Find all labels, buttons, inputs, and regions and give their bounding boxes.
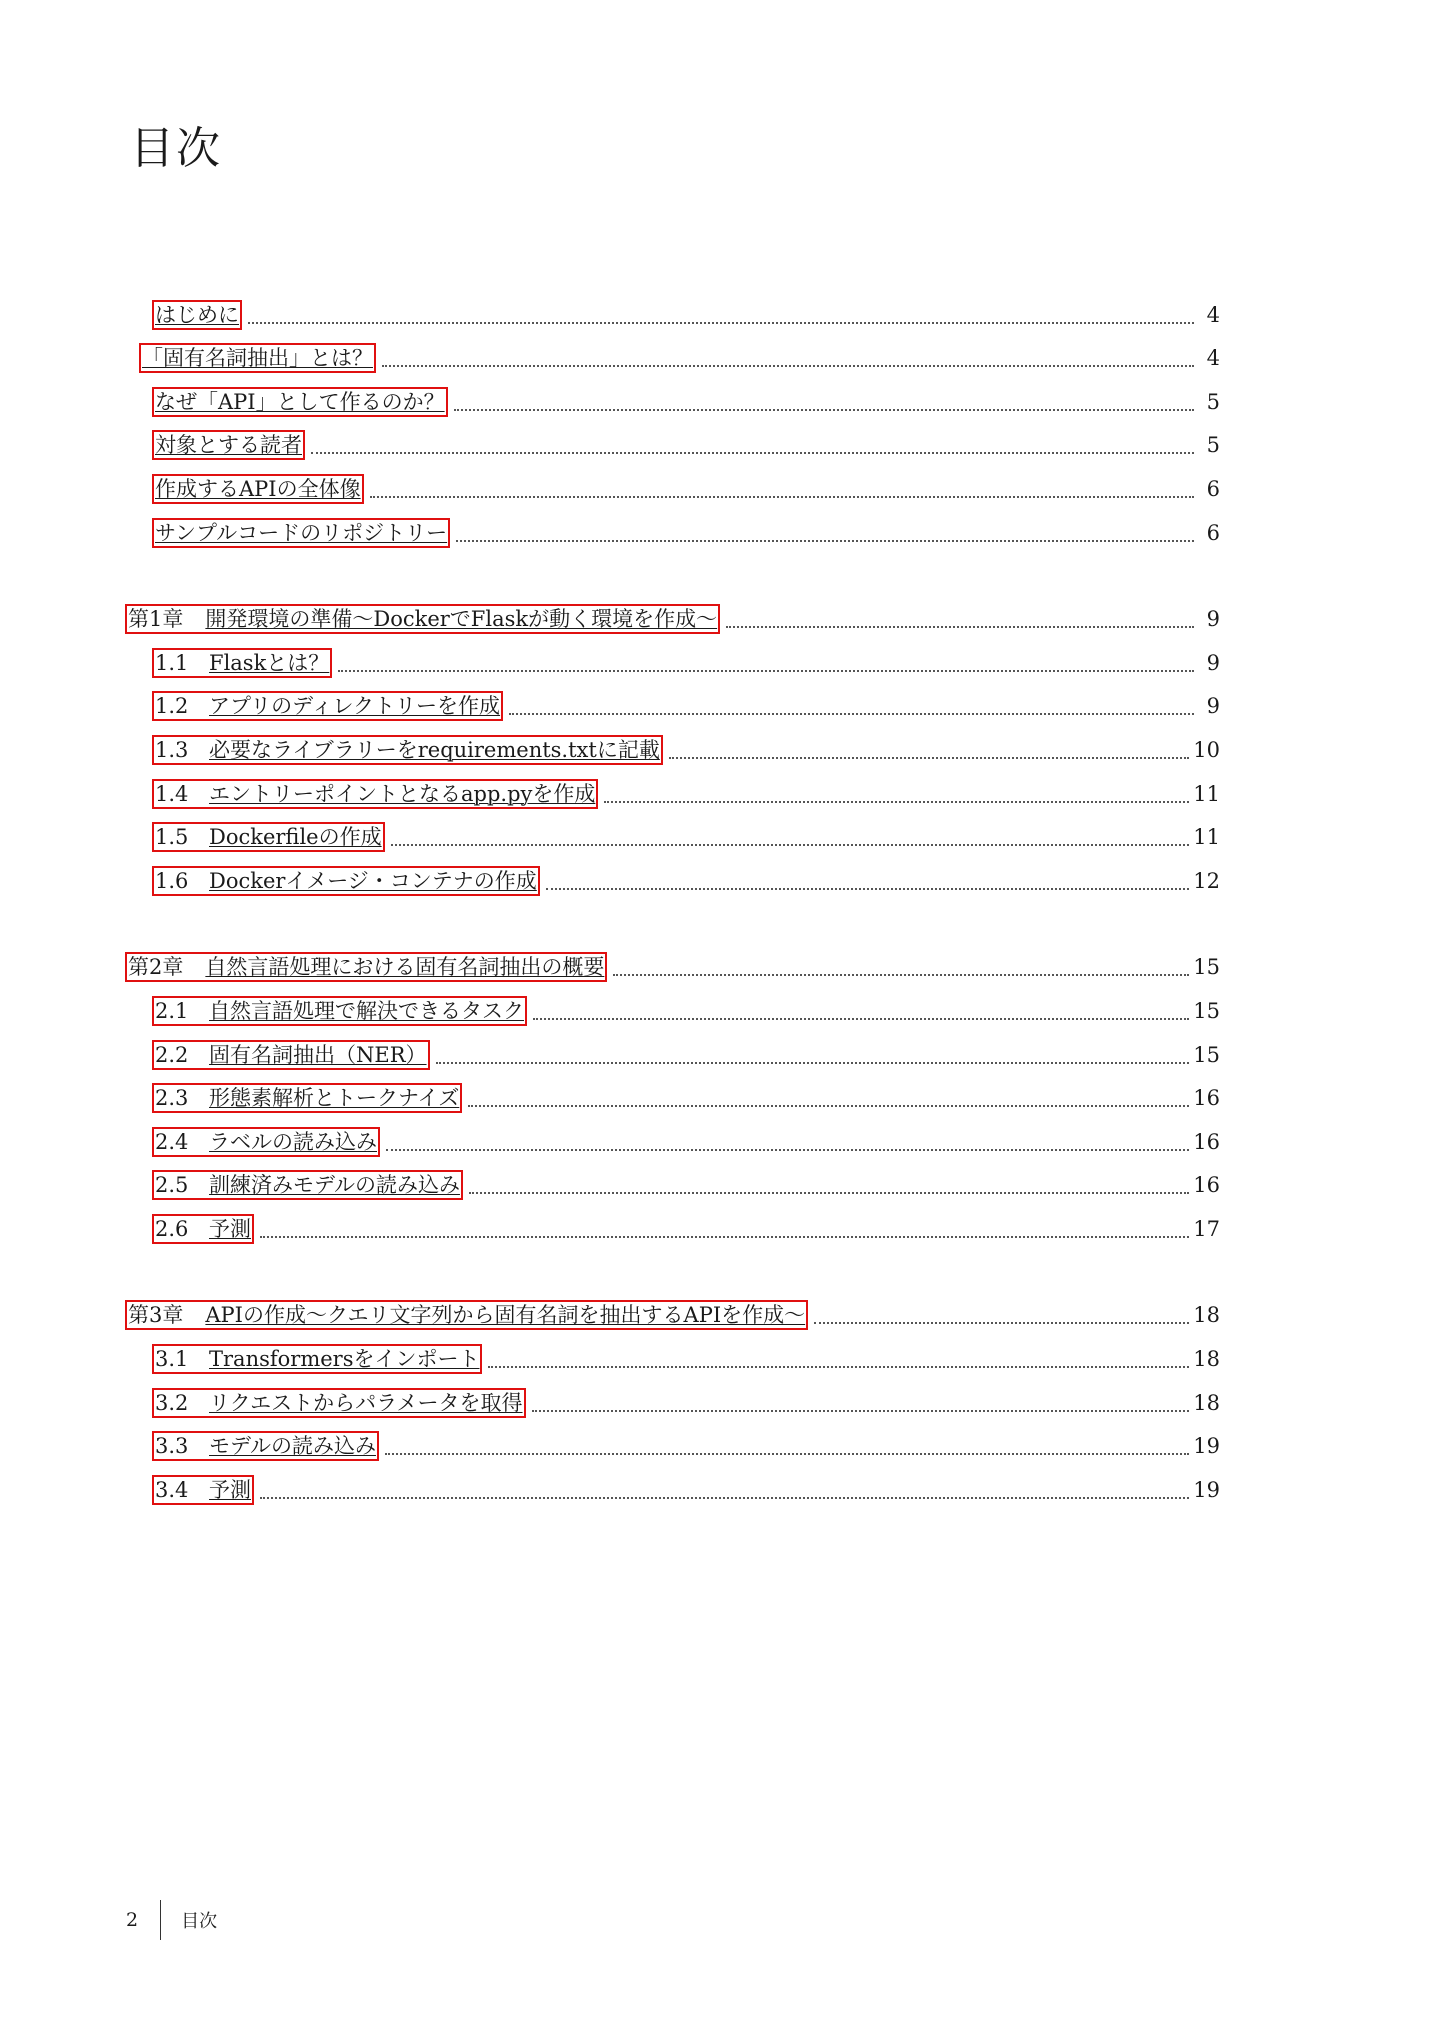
toc-page-number: 15 [1193, 998, 1220, 1023]
section-number: 2.3 [155, 1086, 189, 1111]
dot-leader [370, 495, 1194, 498]
dot-leader [726, 625, 1194, 628]
toc-entry [152, 1374, 1220, 1418]
toc-page-number: 18 [1193, 1390, 1220, 1415]
toc-chapter [125, 1287, 1220, 1331]
toc-entry [152, 1070, 1220, 1114]
toc-link-what-is-ner[interactable] [139, 343, 376, 373]
toc-page-number: 4 [1206, 346, 1220, 371]
toc-entry-title: 対象とする読者 [155, 433, 302, 458]
toc-link-why-api[interactable] [152, 387, 448, 417]
dot-leader [488, 1365, 1189, 1368]
toc-page-number: 9 [1206, 607, 1220, 632]
toc-entry [152, 678, 1220, 722]
toc-link-section-1-5[interactable] [152, 822, 385, 852]
dot-leader [260, 1496, 1189, 1499]
section-title: モデルの読み込み [209, 1434, 376, 1459]
toc-entry [152, 982, 1220, 1026]
toc-link-chapter-1[interactable] [125, 604, 720, 634]
dot-leader [391, 843, 1190, 846]
toc-link-section-1-6[interactable] [152, 866, 540, 896]
toc-page-number: 9 [1206, 694, 1220, 719]
dot-leader [604, 800, 1189, 803]
toc-chapter [125, 939, 1220, 983]
section-number: 2.4 [155, 1129, 189, 1154]
dot-leader [669, 756, 1189, 759]
chapter-number: 第3章 [128, 1303, 184, 1328]
toc-entry [139, 330, 1220, 374]
dot-leader [468, 1104, 1189, 1107]
section-number: 3.3 [155, 1434, 189, 1459]
dot-leader [613, 973, 1189, 976]
toc-entry [152, 809, 1220, 853]
dot-leader [532, 1409, 1190, 1412]
toc-page-number: 10 [1193, 737, 1220, 762]
toc-link-section-1-1[interactable] [152, 648, 332, 678]
page-footer [126, 1900, 217, 1940]
toc-entry [152, 1200, 1220, 1244]
toc-page-number: 11 [1193, 781, 1220, 806]
dot-leader [814, 1321, 1189, 1324]
toc-link-section-1-4[interactable] [152, 779, 598, 809]
page-title: 目次 [130, 123, 222, 174]
section-title: 予測 [209, 1216, 251, 1241]
table-of-contents [125, 286, 1220, 1505]
section-title: 訓練済みモデルの読み込み [209, 1173, 460, 1198]
dot-leader [436, 1061, 1190, 1064]
toc-entry [152, 417, 1220, 461]
section-number: 1.2 [155, 694, 189, 719]
toc-entry [152, 765, 1220, 809]
footer-divider [160, 1900, 161, 1940]
section-number: 1.6 [155, 868, 189, 893]
toc-link-section-3-1[interactable] [152, 1344, 482, 1374]
dot-leader [509, 712, 1194, 715]
toc-link-section-2-3[interactable] [152, 1083, 462, 1113]
toc-link-api-overview[interactable] [152, 474, 364, 504]
dot-leader [382, 364, 1194, 367]
dot-leader [385, 1452, 1189, 1455]
chapter-title: 自然言語処理における固有名詞抽出の概要 [205, 955, 605, 980]
toc-link-section-3-2[interactable] [152, 1388, 526, 1418]
chapter-title: APIの作成〜クエリ文字列から固有名詞を抽出するAPIを作成〜 [205, 1303, 806, 1328]
chapter-number: 第1章 [128, 607, 184, 632]
toc-link-section-3-3[interactable] [152, 1431, 379, 1461]
toc-link-section-2-2[interactable] [152, 1040, 430, 1070]
footer-running-title: 目次 [181, 1911, 218, 1932]
dot-leader [533, 1017, 1189, 1020]
chapter-number: 第2章 [128, 955, 184, 980]
toc-entry [152, 460, 1220, 504]
toc-page-number: 6 [1206, 476, 1220, 501]
toc-link-introduction[interactable] [152, 300, 242, 330]
toc-entry-title: はじめに [155, 302, 239, 327]
dot-leader [311, 451, 1194, 454]
toc-chapter [125, 591, 1220, 635]
dot-leader [338, 669, 1194, 672]
toc-entry [152, 852, 1220, 896]
section-number: 1.1 [155, 650, 189, 675]
toc-link-chapter-3[interactable] [125, 1300, 808, 1330]
toc-link-target-readers[interactable] [152, 430, 305, 460]
toc-entry [152, 1113, 1220, 1157]
section-number: 1.5 [155, 825, 189, 850]
toc-page-number: 18 [1193, 1303, 1220, 1328]
toc-page-number: 5 [1206, 389, 1220, 414]
toc-page-number: 15 [1193, 955, 1220, 980]
toc-page-number: 19 [1193, 1434, 1220, 1459]
toc-page-number: 15 [1193, 1042, 1220, 1067]
toc-page-number: 17 [1193, 1216, 1220, 1241]
section-number: 2.5 [155, 1173, 189, 1198]
toc-page-number: 18 [1193, 1347, 1220, 1372]
toc-page-number: 12 [1193, 868, 1220, 893]
toc-page-number: 19 [1193, 1477, 1220, 1502]
section-title: Transformersをインポート [209, 1347, 480, 1372]
dot-leader [260, 1235, 1189, 1238]
toc-page-number: 4 [1206, 302, 1220, 327]
section-number: 2.6 [155, 1216, 189, 1241]
section-number: 3.1 [155, 1347, 189, 1372]
toc-page-number: 16 [1193, 1086, 1220, 1111]
section-number: 3.2 [155, 1390, 189, 1415]
dot-leader [456, 539, 1194, 542]
toc-entry [152, 504, 1220, 548]
toc-page-number: 11 [1193, 825, 1220, 850]
toc-entry [152, 1418, 1220, 1462]
section-title: エントリーポイントとなるapp.pyを作成 [209, 781, 596, 806]
section-number: 2.2 [155, 1042, 189, 1067]
toc-page-number: 5 [1206, 433, 1220, 458]
toc-link-section-2-1[interactable] [152, 996, 527, 1026]
dot-leader [469, 1191, 1189, 1194]
section-title: 形態素解析とトークナイズ [209, 1086, 460, 1111]
toc-entry-title: なぜ「API」として作るのか？ [155, 389, 445, 414]
section-title: Dockerイメージ・コンテナの作成 [209, 868, 537, 893]
toc-page-number: 6 [1206, 520, 1220, 545]
toc-entry [152, 1461, 1220, 1505]
toc-entry [152, 286, 1220, 330]
toc-page-number: 16 [1193, 1173, 1220, 1198]
toc-entry [152, 373, 1220, 417]
toc-link-section-1-2[interactable] [152, 691, 503, 721]
toc-link-section-2-5[interactable] [152, 1170, 463, 1200]
chapter-title: 開発環境の準備〜DockerでFlaskが動く環境を作成〜 [205, 607, 718, 632]
toc-entry-title: 「固有名詞抽出」とは？ [142, 346, 373, 371]
toc-link-section-2-4[interactable] [152, 1127, 380, 1157]
section-title: アプリのディレクトリーを作成 [209, 694, 501, 719]
dot-leader [546, 887, 1189, 890]
dot-leader [454, 408, 1194, 411]
toc-entry [152, 1330, 1220, 1374]
section-number: 2.1 [155, 998, 189, 1023]
dot-leader [386, 1148, 1189, 1151]
footer-page-number: 2 [126, 1909, 139, 1931]
section-title: 必要なライブラリーをrequirements.txtに記載 [209, 737, 660, 762]
section-title: リクエストからパラメータを取得 [209, 1390, 523, 1415]
toc-page-number: 16 [1193, 1129, 1220, 1154]
toc-entry-title: 作成するAPIの全体像 [155, 476, 361, 501]
toc-page-number: 9 [1206, 650, 1220, 675]
section-title: 予測 [209, 1477, 251, 1502]
toc-entry [152, 1026, 1220, 1070]
toc-entry [152, 634, 1220, 678]
section-number: 1.3 [155, 737, 189, 762]
toc-entry [152, 721, 1220, 765]
toc-link-section-1-3[interactable] [152, 735, 663, 765]
section-number: 1.4 [155, 781, 189, 806]
section-title: 自然言語処理で解決できるタスク [209, 998, 524, 1023]
dot-leader [248, 321, 1194, 324]
toc-link-sample-repo[interactable] [152, 518, 450, 548]
toc-link-section-2-6[interactable] [152, 1214, 254, 1244]
section-title: Flaskとは？ [209, 650, 330, 675]
toc-entry [152, 1157, 1220, 1201]
section-title: Dockerfileの作成 [209, 825, 382, 850]
section-number: 3.4 [155, 1477, 189, 1502]
toc-link-chapter-2[interactable] [125, 952, 607, 982]
toc-link-section-3-4[interactable] [152, 1475, 254, 1505]
section-title: 固有名詞抽出（NER） [209, 1042, 427, 1067]
toc-entry-title: サンプルコードのリポジトリー [155, 520, 448, 545]
section-title: ラベルの読み込み [209, 1129, 377, 1154]
